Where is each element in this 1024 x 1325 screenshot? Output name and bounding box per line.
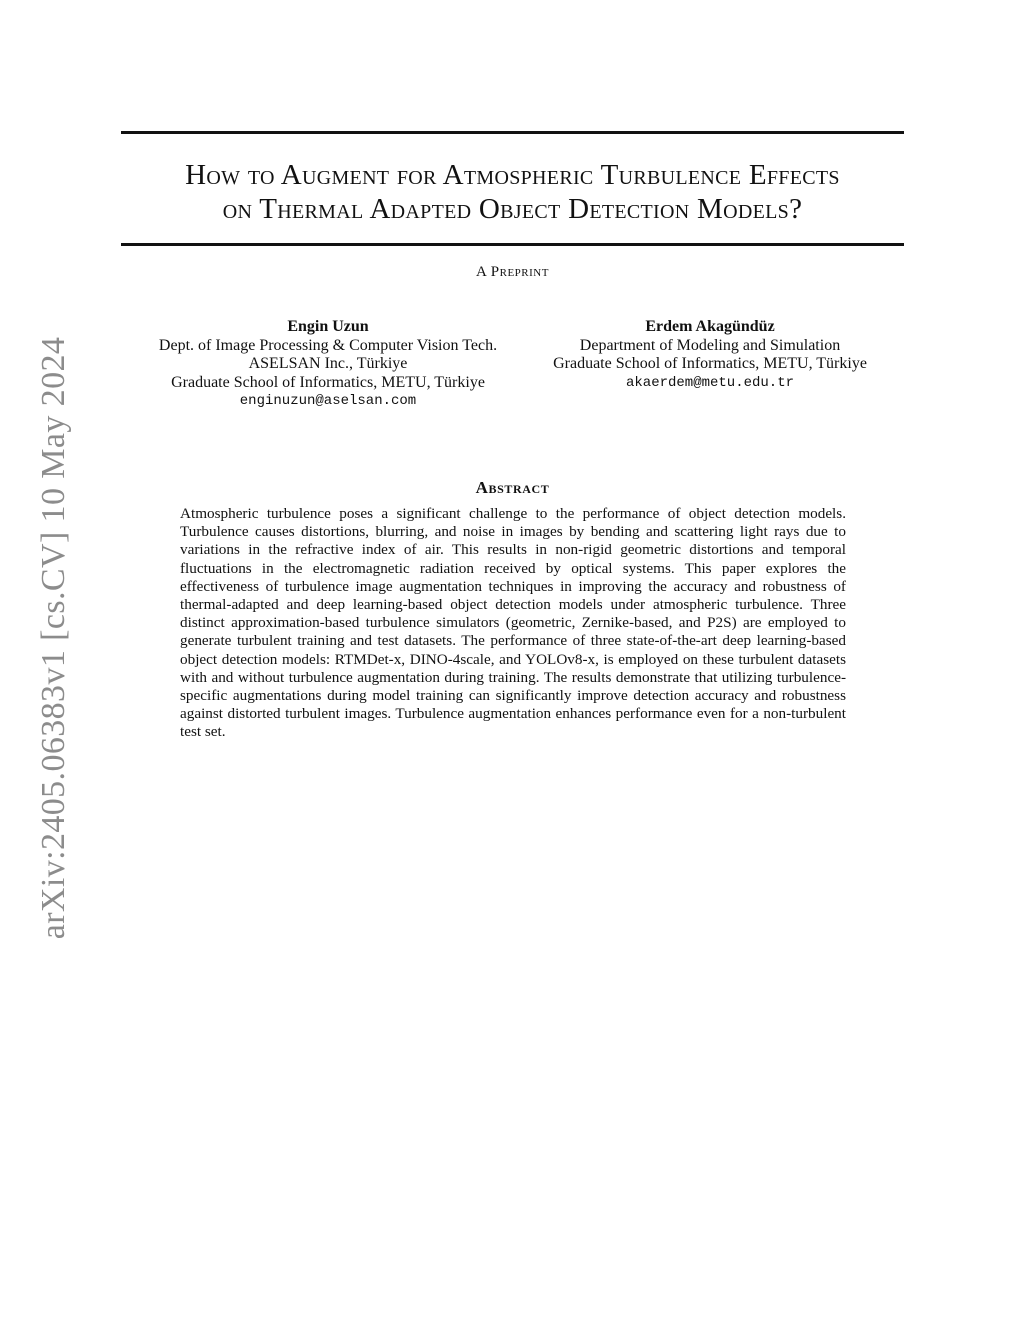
author-affiliation: ASELSAN Inc., Türkiye — [248, 355, 408, 372]
paper-title — [121, 158, 904, 226]
author-affiliation: Graduate School of Informatics, METU, Türkiye — [171, 373, 485, 391]
author-affiliation: Graduate School of Informatics, METU, Türkiye — [553, 355, 867, 372]
preprint-label: A Preprint — [476, 264, 549, 280]
paper-title-line-1: How to Augment for Atmospheric Turbulence Effects — [185, 159, 840, 191]
author-email[interactable]: enginuzun@aselsan.com — [239, 393, 417, 409]
author-affiliation: Dept. of Image Processing & Computer Vision Tech. — [158, 336, 498, 354]
title-top-rule — [121, 131, 904, 134]
author-affiliation: Department of Modeling and Simulation — [579, 336, 841, 354]
title-bottom-rule — [121, 243, 904, 246]
author-name: Erdem Akagündüz — [645, 318, 775, 335]
abstract-text: Atmospheric turbulence poses a significant challenge to the performance of object detection models. Turbulence causes distortions, blurring, and noise in images by bending and scattering light rays due to variations in the refractive index of air. This results in non-rigid geometric distortions and temporal fluctuations in the electromagnetic radiation received by optical systems. This paper explores the effectiveness of turbulence image augmentation techniques in improving the accuracy and robustness of thermal-adapted and deep learning-based object detection models under atmospheric turbulence. Three distinct approximation-based turbulence simulators (geometric, Zernike-based, and P2S) are employed to generate turbulent training and test datasets. The performance of three state-of-the-art deep learning-based object detection models: RTMDet-x, DINO-4scale, and YOLOv8-x, is employed on these turbulent datasets with and without turbulence augmentation during training. The results demonstrate that utilizing turbulence-specific augmentations during model training can significantly improve detection accuracy and robustness against distorted turbulent images. Turbulence augmentation enhances performance even for a non-turbulent test set. — [180, 505, 846, 741]
author-block-2 — [520, 318, 900, 392]
author-name: Engin Uzun — [287, 318, 369, 335]
arxiv-identifier-stamp: arXiv:2405.06383v1 [cs.CV] 10 May 2024 — [35, 336, 72, 940]
abstract-heading: Abstract — [475, 478, 550, 497]
author-email[interactable]: akaerdem@metu.edu.tr — [625, 374, 795, 391]
author-block-1 — [138, 318, 518, 411]
paper-title-line-2: on Thermal Adapted Object Detection Models? — [222, 193, 803, 225]
